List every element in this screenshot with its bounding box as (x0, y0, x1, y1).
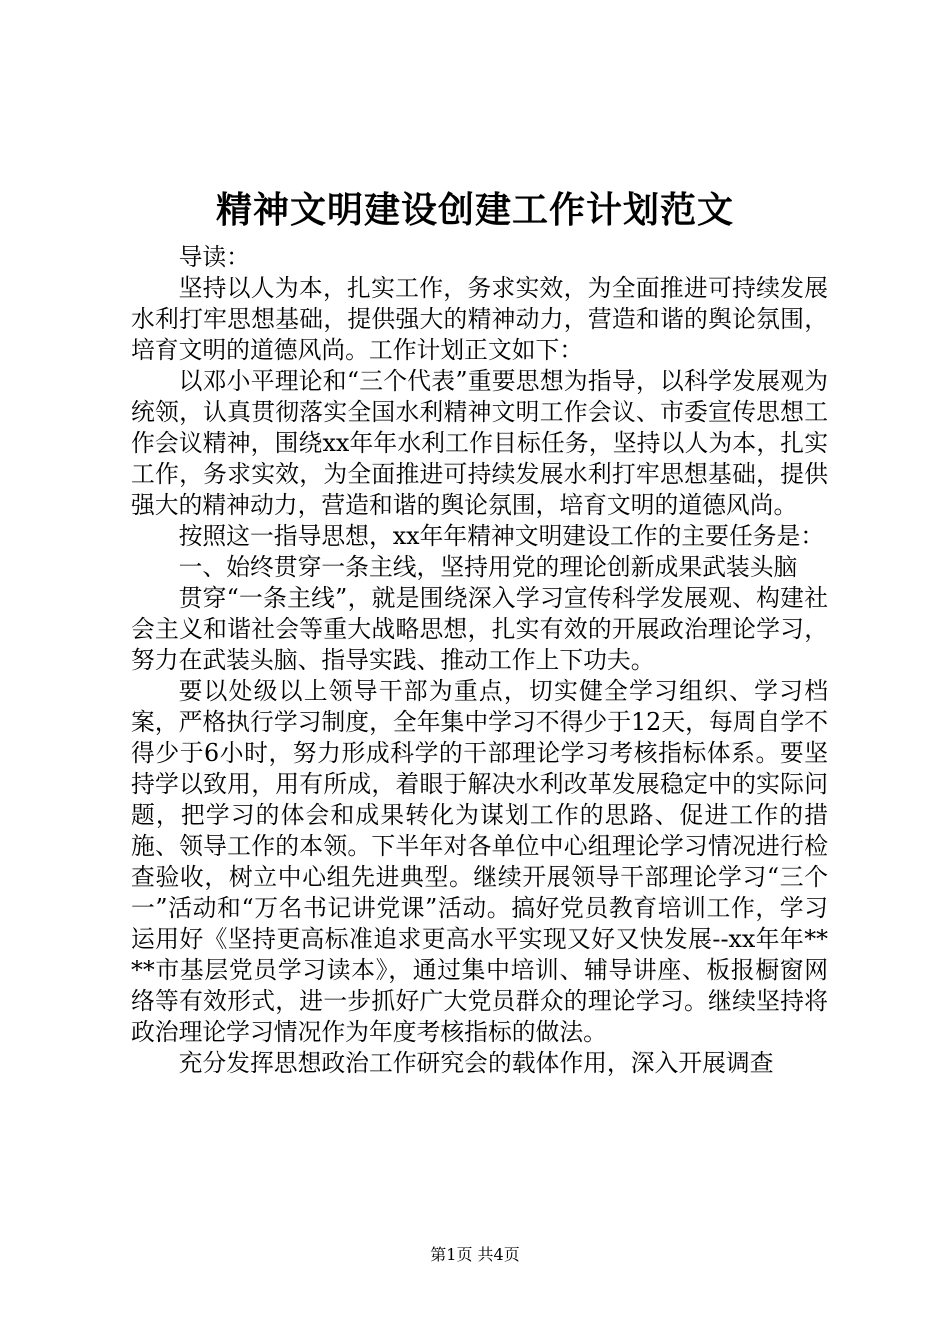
document-title: 精神文明建设创建工作计划范文 (215, 189, 734, 231)
section-heading-one: 一、始终贯穿一条主线，坚持用党的理论创新成果武装头脑 (178, 553, 798, 581)
paragraph-summary: 坚持以人为本，扎实工作，务求实效，为全面推进可持续发展水利打牢思想基础，提供强大的精神动力，营造和谐的舆论氛围，培育文明的道德风尚。工作计划正文如下： (131, 274, 828, 364)
paragraph-guiding-thought: 以邓小平理论和“三个代表”重要思想为指导，以科学发展观为统领，认真贯彻落实全国水利精神文明工作会议、市委宣传思想工作会议精神，围绕xx年年水利工作目标任务，坚持以人为本，扎实工作，务求实效，为全面推进可持续发展水利打牢思想基础，提供强大的精神动力，营造和谐的舆论氛围，培育文明的道德风尚。 (131, 367, 828, 519)
paragraph-research-society: 充分发挥思想政治工作研究会的载体作用，深入开展调查 (178, 1049, 774, 1077)
page-number-footer: 第1页 共4页 (430, 1245, 520, 1264)
document-body (131, 242, 828, 1079)
paragraph-intro-label: 导读： (178, 243, 250, 271)
paragraph-leadership-study: 要以处级以上领导干部为重点，切实健全学习组织、学习档案，严格执行学习制度，全年集中学习不得少于12天，每周自学不得少于6小时，努力形成科学的干部理论学习考核指标体系。要坚持学以致用，用有所成，着眼于解决水利改革发展稳定中的实际问题，把学习的体会和成果转化为谋划工作的思路、促进工作的措施、领导工作的本领。下半年对各单位中心组理论学习情况进行检查验收，树立中心组先进典型。继续开展领导干部理论学习“三个一”活动和“万名书记讲党课”活动。搞好党员教育培训工作，学习运用好《坚持更高标准追求更高水平实现又好又快发展--xx年年****市基层党员学习读本》，通过集中培训、辅导讲座、板报橱窗网络等有效形式，进一步抓好广大党员群众的理论学习。继续坚持将政治理论学习情况作为年度考核指标的做法。 (131, 677, 828, 1046)
paragraph-main-line: 贯穿“一条主线”，就是围绕深入学习宣传科学发展观、构建社会主义和谐社会等重大战略思想，扎实有效的开展政治理论学习，努力在武装头脑、指导实践、推动工作上下功夫。 (131, 584, 828, 674)
paragraph-main-tasks: 按照这一指导思想，xx年年精神文明建设工作的主要任务是： (178, 522, 825, 550)
